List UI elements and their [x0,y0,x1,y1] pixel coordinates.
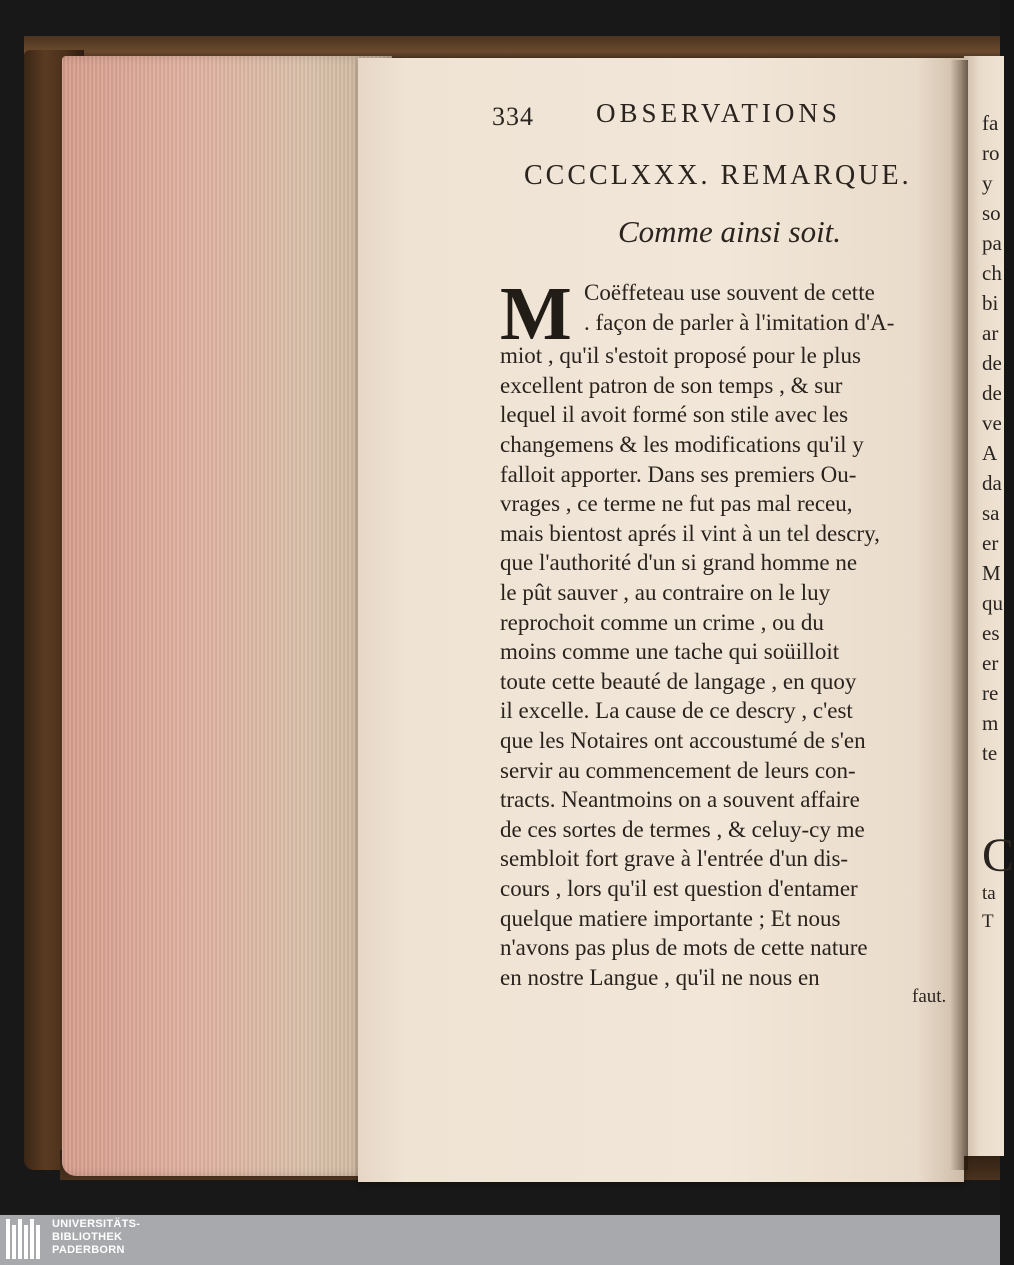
text-line: le pût sauver , au contraire on le luy [500,580,831,605]
text-line: excellent patron de son temps , & sur [500,372,843,398]
facing-line-fragment: da [982,471,1002,495]
logo-bar [6,1219,10,1259]
text-line: . façon de parler à l'imitation d'A- [584,309,895,335]
page-edges [62,56,392,1176]
text-line: toute cette beauté de langage , en quoy [500,668,857,694]
facing-line-fragment: de [982,381,1002,405]
text-line: servir au commencement de leurs con- [500,757,856,783]
text-line: quelque matiere importante ; Et nous [500,905,841,931]
running-head [492,96,892,130]
facing-line-fragment: ta [982,883,996,904]
text-line: reprochoit comme un crime , ou du [500,609,824,635]
facing-line-fragment: fa [982,111,999,135]
facing-line-fragment: de [982,351,1002,375]
text-line: de ces sortes de termes , & celuy-cy me [500,816,865,842]
footer-bar [0,1215,1000,1265]
facing-line-fragment: re [982,681,999,705]
facing-line-fragment: bi [982,291,999,315]
logo-bar [12,1225,16,1259]
text-line: moins comme une tache qui soüilloit [500,639,840,665]
logo-bar [18,1219,22,1259]
facing-page-initial: C [982,829,1014,882]
facing-line-fragment: ch [982,261,1002,285]
facing-line-fragment: er [982,651,999,675]
text-line: lequel il avoit formé son stile avec les [500,402,849,428]
logo-text-line: UNIVERSITÄTS- [52,1218,141,1230]
facing-line-fragment: ro [982,141,1000,165]
logo-bar [24,1225,28,1259]
library-logo-text [52,1218,140,1257]
running-title: OBSERVATIONS [596,98,841,128]
logo-text-line: PADERBORN [52,1244,125,1256]
text-line: sembloit fort grave à l'entrée d'un dis- [500,846,849,872]
page-number: 334 [492,102,534,131]
text-line: vrages , ce terme ne fut pas mal receu, [500,491,853,517]
text-line: tracts. Neantmoins on a souvent affaire [500,787,860,813]
facing-page-tail [982,880,996,936]
facing-line-fragment: ar [982,321,999,345]
drop-cap: M [500,272,572,356]
text-line: miot , qu'il s'estoit proposé pour le plus [500,343,861,369]
text-line: en nostre Langue , qu'il ne nous en [500,964,820,990]
book-gutter [950,60,968,1170]
facing-line-fragment: pa [982,231,1002,255]
library-logo-icon [6,1219,46,1263]
remark-title: Comme ainsi soit. [618,214,842,249]
text-line: mais bientost aprés il vint à un tel descry, [500,520,880,546]
facing-line-fragment: te [982,741,998,765]
text-line: que l'authorité d'un si grand homme ne [500,550,858,576]
logo-bar [30,1219,34,1259]
text-line: Coëffeteau use souvent de cette [584,280,875,305]
text-line: cours , lors qu'il est question d'entamer [500,876,858,901]
facing-line-fragment: T [982,911,994,932]
text-line: falloit apporter. Dans ses premiers Ou- [500,461,857,487]
facing-line-fragment: y [982,171,993,195]
catchword: faut. [912,986,947,1007]
text-line: que les Notaires ont accoustumé de s'en [500,728,866,753]
facing-line-fragment: so [982,201,1001,225]
logo-bar [36,1225,40,1259]
text-line: changemens & les modifications qu'il y [500,432,864,457]
remark-heading: CCCCLXXX. REMARQUE. [524,160,912,191]
facing-line-fragment: es [982,621,1000,645]
facing-line-fragment: qu [982,591,1003,615]
facing-line-fragment: A [982,441,998,465]
facing-page-text [982,108,1012,768]
facing-line-fragment: m [982,711,999,735]
facing-line-fragment: M [982,561,1001,585]
facing-line-fragment: sa [982,501,1000,525]
logo-text-line: BIBLIOTHEK [52,1231,123,1243]
text-line: n'avons pas plus de mots de cette nature [500,935,868,961]
facing-line-fragment: ve [982,411,1002,435]
text-line: il excelle. La cause de ce descry , c'est [500,698,853,724]
facing-line-fragment: er [982,531,999,555]
